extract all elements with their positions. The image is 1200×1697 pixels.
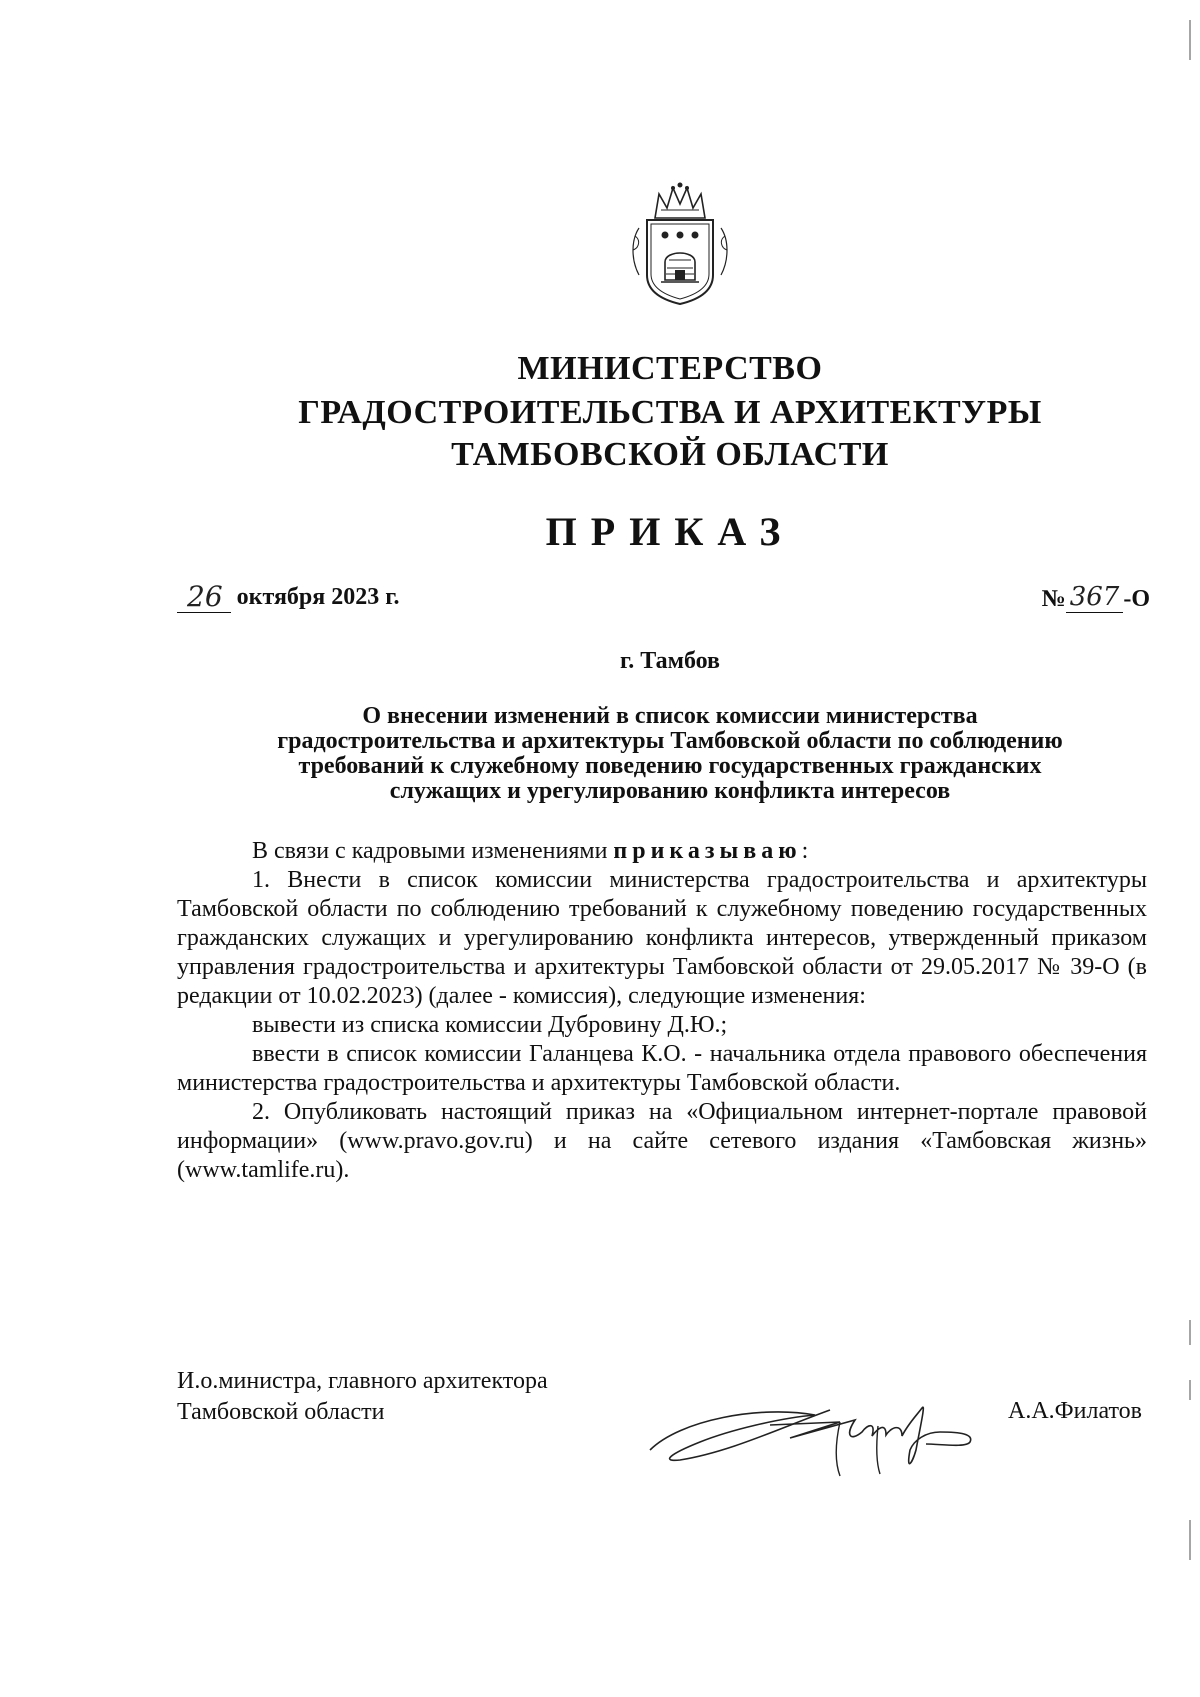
- tambov-coat-of-arms-icon: [625, 180, 735, 310]
- date-text: октября 2023 г.: [236, 584, 400, 610]
- order-subject: [160, 704, 1180, 804]
- subject-line: требований к служебному поведению государственных гражданских: [298, 753, 1042, 779]
- order-body: [177, 837, 1147, 1185]
- add-member-paragraph: ввести в список комиссии Галанцева К.О. - начальника отдела правового обеспечения министерства градостроительства и архитектуры Тамбовской области.: [177, 1041, 1147, 1096]
- issue-city: г. Тамбов: [620, 648, 720, 674]
- intro-keyword: приказываю: [613, 838, 802, 864]
- subject-line: служащих и урегулированию конфликта интересов: [389, 778, 951, 804]
- intro-paragraph: [177, 837, 1147, 866]
- item-1-paragraph: 1. Внести в список комиссии министерства градостроительства и архитектуры Тамбовской области по соблюдению требований к служебному поведению государственных гражданских служащих и урегулированию конфликта интересов, утвержденный приказом управления градостроительства и архитектуры Тамбовской области от 29.05.2017 № 39-О (в редакции от 10.02.2023) (далее - комиссия), следующие изменения:: [177, 867, 1147, 1009]
- intro-end: :: [801, 838, 809, 864]
- signer-position-line-1: И.о.министра, главного архитектора: [177, 1368, 548, 1394]
- signer-name: А.А.Филатов: [1008, 1398, 1142, 1424]
- handwritten-signature-icon: [640, 1380, 980, 1490]
- scan-edge-marks: [1188, 0, 1192, 1697]
- intro-text: В связи с кадровыми изменениями: [252, 838, 614, 864]
- ministry-name-line-1: МИНИСТЕРСТВО: [517, 350, 823, 387]
- subject-line: О внесении изменений в список комиссии министерства: [362, 703, 978, 729]
- handwritten-number: 367: [1066, 582, 1124, 613]
- number-prefix: №: [1041, 586, 1066, 612]
- order-date: [177, 582, 399, 613]
- item-2-paragraph: 2. Опубликовать настоящий приказ на «Официальном интернет-портале правовой информации» (www.pravo.gov.ru) и на сайте сетевого издания «Тамбовская жизнь» (www.tamlife.ru).: [177, 1099, 1147, 1183]
- signer-position-line-2: Тамбовской области: [177, 1399, 385, 1425]
- number-suffix: -О: [1123, 586, 1150, 612]
- ministry-name-line-3: ТАМБОВСКОЙ ОБЛАСТИ: [451, 436, 889, 473]
- remove-member-paragraph: вывести из списка комиссии Дубровину Д.Ю.;: [252, 1012, 728, 1038]
- handwritten-day: 26: [177, 582, 231, 613]
- document-type: ПРИКАЗ: [545, 509, 795, 554]
- subject-line: градостроительства и архитектуры Тамбовской области по соблюдению: [277, 728, 1063, 754]
- signer-position: [177, 1366, 548, 1428]
- ministry-name-line-2: ГРАДОСТРОИТЕЛЬСТВА И АРХИТЕКТУРЫ: [298, 394, 1042, 431]
- order-number: [1042, 582, 1150, 613]
